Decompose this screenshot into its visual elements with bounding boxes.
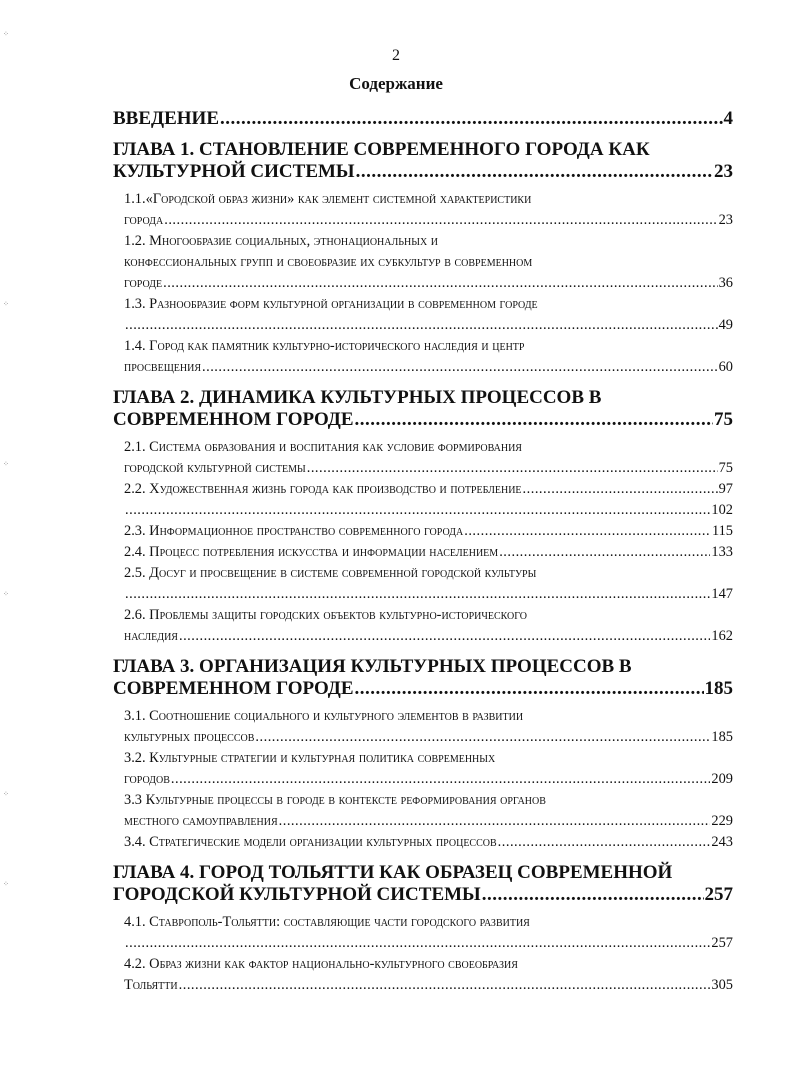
toc-page-number: 36	[718, 275, 733, 291]
toc-entry-title-line: СОВРЕМЕННОМ ГОРОДЕ	[113, 678, 354, 699]
dot-leader	[356, 161, 713, 183]
toc-page-number: 75	[714, 409, 733, 430]
toc-page-number: 60	[718, 359, 733, 375]
toc-page-number: 162	[711, 628, 733, 644]
toc-chapter-entry	[113, 862, 733, 906]
toc-entry-title-line: 1.2. Многообразие социальных, этнонациональных и	[124, 233, 438, 249]
toc-section-entry	[113, 521, 733, 542]
toc-entry-title-line: КУЛЬТУРНОЙ СИСТЕМЫ	[113, 161, 355, 182]
dot-leader	[279, 811, 711, 832]
page-number: 2	[392, 47, 400, 64]
toc-entry-title-line: ГЛАВА 1. СТАНОВЛЕНИЕ СОВРЕМЕННОГО ГОРОДА КАК	[113, 139, 650, 160]
dot-leader	[163, 273, 718, 294]
toc-chapter-entry	[113, 387, 733, 431]
toc-entry-title-line: 1.1.«Городской образ жизни» как элемент системной характеристики	[124, 191, 532, 207]
toc-entry-title-line: просвещения	[124, 359, 202, 375]
toc-entry-title-line: 2.6. Проблемы защиты городских объектов культурно-исторического	[124, 607, 528, 623]
toc-entry-title-line: 3.4. Стратегические модели организации культурных процессов	[124, 834, 497, 850]
toc-page-number: 185	[711, 729, 733, 745]
table-of-contents	[113, 108, 733, 996]
toc-section-entry	[113, 336, 733, 378]
toc-chapter-entry	[113, 108, 733, 130]
toc-section-entry	[113, 790, 733, 832]
toc-page-number: 23	[714, 161, 733, 182]
toc-entry-title-line: 2.2. Художественная жизнь города как производство и потребление	[124, 481, 522, 497]
toc-entry-title-line: ГЛАВА 2. ДИНАМИКА КУЛЬТУРНЫХ ПРОЦЕССОВ В	[113, 387, 602, 408]
toc-entry-title-line: города	[124, 212, 164, 228]
toc-entry-title-line: ГОРОДСКОЙ КУЛЬТУРНОЙ СИСТЕМЫ	[113, 884, 481, 905]
dot-leader	[125, 315, 718, 336]
dot-leader	[498, 832, 711, 853]
toc-page-number: 229	[711, 813, 733, 829]
toc-section-entry	[113, 954, 733, 996]
toc-page-number: 102	[711, 502, 733, 518]
toc-page-number: 257	[704, 884, 733, 905]
toc-section-entry	[113, 542, 733, 563]
dot-leader	[499, 542, 710, 563]
toc-page-number: 305	[711, 977, 733, 993]
toc-entry-title-line: местного самоуправления	[124, 813, 278, 829]
toc-entry-title-line: ВВЕДЕНИЕ	[113, 108, 219, 129]
toc-page-number: 243	[711, 834, 733, 850]
dot-leader	[255, 727, 710, 748]
toc-page-number: 23	[718, 212, 733, 228]
dot-leader	[202, 357, 718, 378]
toc-page-number: 147	[711, 586, 733, 602]
toc-section-entry	[113, 437, 733, 479]
dot-leader	[220, 108, 723, 130]
page-title: Содержание	[349, 74, 443, 93]
dot-leader	[355, 678, 704, 700]
toc-section-entry	[113, 832, 733, 853]
toc-page-number: 257	[711, 935, 733, 951]
toc-entry-title-line: 2.3. Информационное пространство современного города	[124, 523, 464, 539]
toc-entry-title-line: ГЛАВА 3. ОРГАНИЗАЦИЯ КУЛЬТУРНЫХ ПРОЦЕССОВ В	[113, 656, 632, 677]
toc-entry-title-line: городской культурной системы	[124, 460, 306, 476]
toc-entry-title-line: 3.2. Культурные стратегии и культурная политика современных	[124, 750, 496, 766]
dot-leader	[307, 458, 718, 479]
toc-chapter-entry	[113, 656, 733, 700]
toc-entry-title-line: 2.4. Процесс потребления искусства и информации населением	[124, 544, 499, 560]
toc-entry-title-line: 2.1. Система образования и воспитания как условие формирования	[124, 439, 522, 455]
dot-leader	[125, 933, 710, 954]
dot-leader	[523, 479, 718, 500]
toc-section-entry	[113, 479, 733, 500]
toc-entry-title-line: СОВРЕМЕННОМ ГОРОДЕ	[113, 409, 354, 430]
toc-page-number: 75	[718, 460, 733, 476]
dot-leader	[164, 210, 717, 231]
toc-section-entry	[113, 500, 733, 521]
toc-entry-title-line: 4.2. Образ жизни как фактор национально-культурного своеобразия	[124, 956, 518, 972]
dot-leader	[464, 521, 711, 542]
toc-entry-title-line: 2.5. Досуг и просвещение в системе современной городской культуры	[124, 565, 537, 581]
toc-page-number: 115	[711, 523, 733, 539]
scan-margin-marks: ⁘ ⁘ ⁘ ⁘ ⁘ ⁘	[3, 30, 9, 888]
toc-entry-title-line: культурных процессов	[124, 729, 255, 745]
toc-entry-title-line: конфессиональных групп и своеобразие их субкультур в современном	[124, 254, 533, 270]
dot-leader	[482, 884, 704, 906]
toc-section-entry	[113, 706, 733, 748]
toc-entry-title-line: 4.1. Ставрополь-Тольятти: составляющие части городского развития	[124, 914, 530, 930]
toc-entry-title-line: 3.3 Культурные процессы в городе в контексте реформирования органов	[124, 792, 546, 808]
toc-entry-title-line: городов	[124, 771, 170, 787]
toc-section-entry	[113, 231, 733, 294]
dot-leader	[355, 409, 713, 431]
toc-entry-title-line: наследия	[124, 628, 178, 644]
toc-entry-title-line: 3.1. Соотношение социального и культурного элементов в развитии	[124, 708, 524, 724]
toc-page-number: 133	[711, 544, 733, 560]
dot-leader	[125, 584, 710, 605]
dot-leader	[125, 500, 710, 521]
toc-page-number: 97	[718, 481, 733, 497]
toc-page-number: 185	[704, 678, 733, 699]
toc-page-number: 49	[718, 317, 733, 333]
toc-section-entry	[113, 748, 733, 790]
toc-entry-title-line: 1.4. Город как памятник культурно-исторического наследия и центр	[124, 338, 525, 354]
toc-page-number: 4	[723, 108, 733, 129]
toc-section-entry	[113, 563, 733, 605]
dot-leader	[179, 975, 711, 996]
toc-entry-title-line: 1.3. Разнообразие форм культурной организации в современном городе	[124, 296, 538, 312]
toc-chapter-entry	[113, 139, 733, 183]
toc-page-number: 209	[711, 771, 733, 787]
toc-section-entry	[113, 605, 733, 647]
toc-entry-title-line: ГЛАВА 4. ГОРОД ТОЛЬЯТТИ КАК ОБРАЗЕЦ СОВРЕМЕННОЙ	[113, 862, 673, 883]
toc-entry-title-line: городе	[124, 275, 163, 291]
dot-leader	[179, 626, 710, 647]
toc-section-entry	[113, 294, 733, 336]
toc-section-entry	[113, 912, 733, 954]
toc-section-entry	[113, 189, 733, 231]
toc-entry-title-line: Тольятти	[124, 977, 178, 993]
dot-leader	[171, 769, 711, 790]
